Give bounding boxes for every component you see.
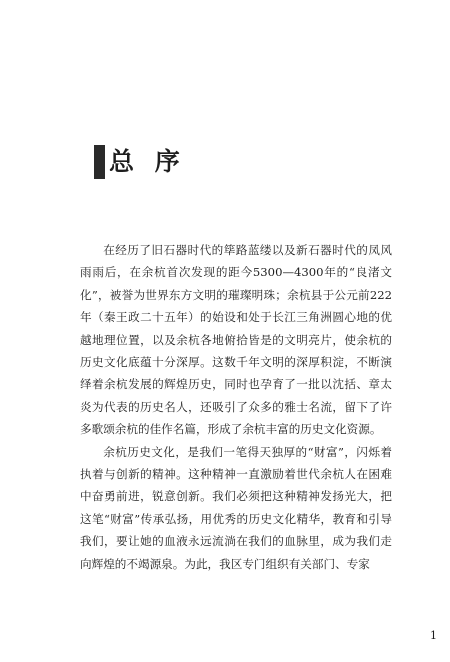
section-heading (94, 144, 186, 180)
page-number: 1 (430, 629, 437, 642)
page-title: 总 序 (109, 147, 186, 176)
paragraph-1: 在经历了旧石器时代的筚路蓝缕以及新石器时代的凤风雨雨后，在余杭首次发现的距今5300—4300年的“良渚文化”，被誉为世界东方文明的璀璨明珠；余杭县于公元前222年（秦王政二十五年）的始设和处于长江三角洲圆心地的优越地理位置，以及余杭各地俯拾皆是的文明亮片，使余杭的历史文化底蕴十分深厚。这数千年文明的深厚积淀，不断演绎着余杭发展的辉煌历史，同时也孕育了一批以沈括、章太炎为代表的历史名人，还吸引了众多的雅士名流，留下了许多歌颂余杭的佳作名篇，形成了余杭丰富的历史文化资源。 (80, 243, 392, 437)
heading-marker-bar (94, 145, 105, 179)
body-text (80, 239, 392, 575)
paragraph-2: 余杭历史文化，是我们一笔得天独厚的“财富”，闪烁着执着与创新的精神。这种精神一直激励着世代余杭人在困难中奋勇前进，锐意创新。我们必须把这种精神发扬光大，把这笔“财富”传承弘扬，用优秀的历史文化精华，教育和引导我们，要让她的血液永远流淌在我们的血脉里，成为我们走向辉煌的不竭源泉。为此，我区专门组织有关部门、专家 (80, 444, 392, 571)
